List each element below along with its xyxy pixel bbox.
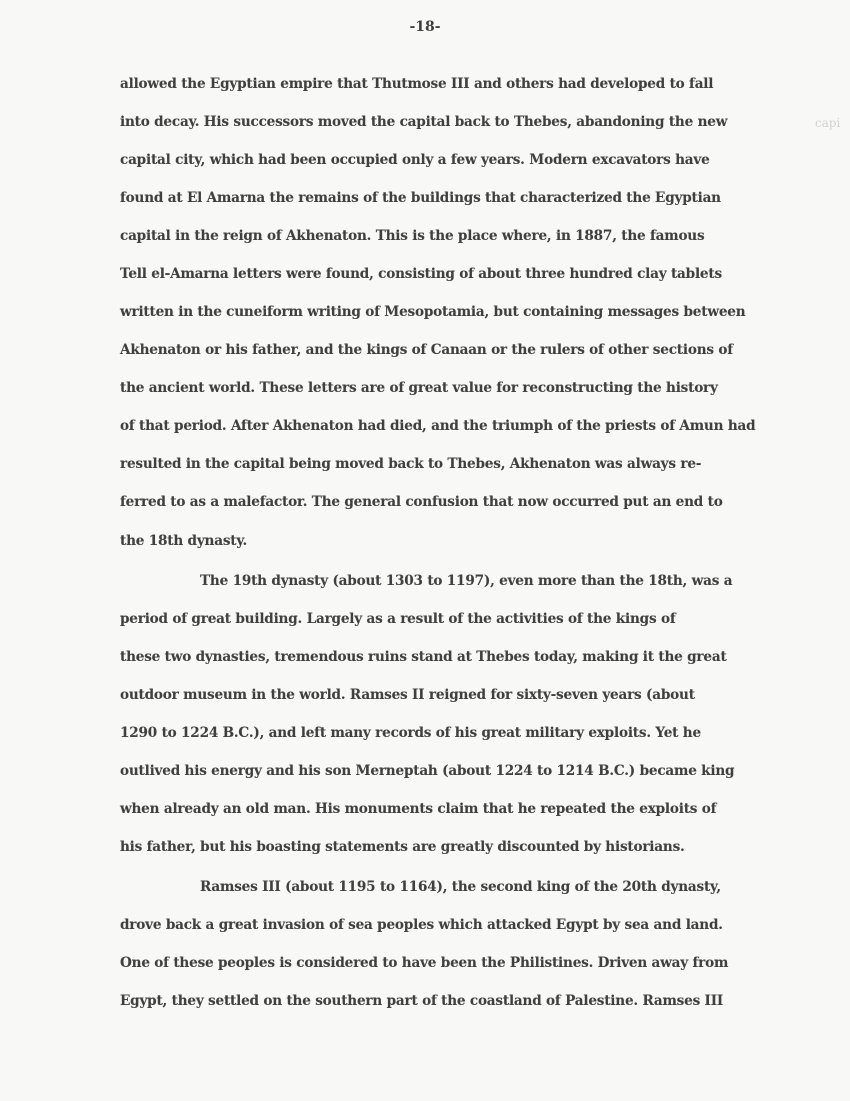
text-line: Akhenaton or his father, and the kings of Canaan or the rulers of other sections of [120,342,733,358]
text-line: 1290 to 1224 B.C.), and left many records of his great military exploits. Yet he [120,725,701,741]
text-line: drove back a great invasion of sea peoples which attacked Egypt by sea and land. [120,917,723,933]
text-line: Ramses III (about 1195 to 1164), the second king of the 20th dynasty, [200,879,721,895]
text-line: the ancient world. These letters are of great value for reconstructing the history [120,380,718,396]
text-line: the 18th dynasty. [120,533,248,549]
text-line: One of these peoples is considered to have been the Philistines. Driven away from [120,955,729,971]
text-line: Egypt, they settled on the southern part of the coastland of Palestine. Ramses III [120,993,724,1009]
text-line: capital city, which had been occupied only a few years. Modern excavators have [120,152,710,168]
bleed-through-text: capi [815,116,841,130]
text-line: these two dynasties, tremendous ruins stand at Thebes today, making it the great [120,649,727,665]
text-line: his father, but his boasting statements are greatly discounted by historians. [120,839,685,855]
text-line: found at El Amarna the remains of the buildings that characterized the Egyptian [120,190,721,206]
text-line: ferred to as a malefactor. The general confusion that now occurred put an end to [120,494,723,510]
text-line: capital in the reign of Akhenaton. This is the place where, in 1887, the famous [120,228,705,244]
text-line: into decay. His successors moved the capital back to Thebes, abandoning the new [120,114,728,130]
text-line: outdoor museum in the world. Ramses II reigned for sixty-seven years (about [120,687,695,703]
text-line: Tell el-Amarna letters were found, consisting of about three hundred clay tablets [120,266,722,282]
text-line: of that period. After Akhenaton had died, and the triumph of the priests of Amun had [120,418,756,434]
text-line: period of great building. Largely as a result of the activities of the kings of [120,611,676,627]
text-line: resulted in the capital being moved back to Thebes, Akhenaton was always re- [120,456,702,472]
text-line: written in the cuneiform writing of Mesopotamia, but containing messages between [120,304,746,320]
text-line: outlived his energy and his son Merneptah (about 1224 to 1214 B.C.) became king [120,763,735,779]
text-line: The 19th dynasty (about 1303 to 1197), even more than the 18th, was a [200,573,733,589]
page-number: -18- [409,19,441,35]
text-line: when already an old man. His monuments claim that he repeated the exploits of [120,801,717,817]
text-line: allowed the Egyptian empire that Thutmose III and others had developed to fall [120,76,714,92]
